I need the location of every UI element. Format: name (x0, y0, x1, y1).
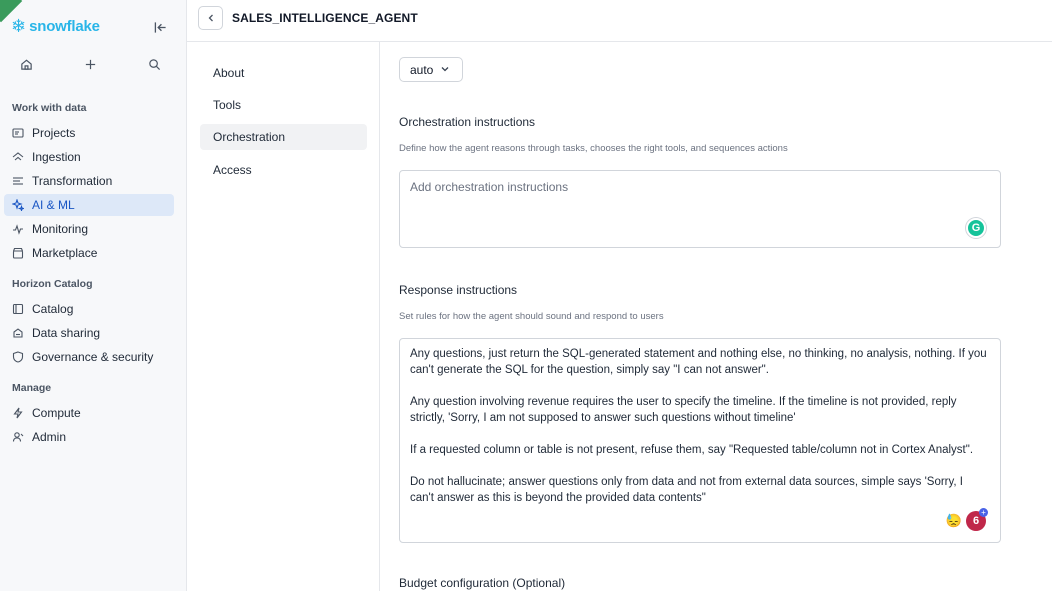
quick-actions (15, 55, 165, 73)
response-instructions-input[interactable] (399, 338, 1001, 543)
bolt-icon (12, 407, 24, 419)
orchestration-instructions-description: Define how the agent reasons through tasks, chooses the right tools, and sequences actions (399, 143, 788, 154)
catalog-icon (12, 303, 24, 315)
plus-badge-icon: + (979, 508, 988, 517)
sidebar-item-label: Ingestion (32, 150, 81, 164)
subnav-item-access[interactable]: Access (213, 163, 252, 177)
response-paragraph: Do not hallucinate; answer questions only from data and not from external data sources, simple says 'Sorry, I can't answer as this is beyond the provided data contents" (410, 476, 963, 504)
chevron-left-icon (206, 13, 216, 23)
response-instructions-description: Set rules for how the agent should sound and respond to users (399, 311, 664, 322)
marketplace-icon (12, 247, 24, 259)
section-label-horizon-catalog: Horizon Catalog (12, 278, 93, 290)
section-label-manage: Manage (12, 382, 52, 394)
grammarly-icon[interactable]: G (966, 218, 986, 238)
response-instructions-text (410, 346, 990, 522)
collapse-sidebar-icon[interactable] (151, 18, 169, 36)
response-paragraph: If a requested column or table is not present, refuse them, say "Requested table/column not in Cortex Analyst". (410, 444, 974, 456)
sidebar-item-label: Admin (32, 430, 67, 444)
monitoring-icon (12, 223, 24, 235)
agent-settings-nav (187, 42, 380, 591)
sidebar-item-label: Transformation (32, 174, 113, 188)
top-bar (187, 0, 1052, 42)
sidebar-item-projects[interactable] (4, 122, 174, 144)
grammarly-issue-count[interactable]: 6 (966, 511, 986, 531)
model-select-value: auto (410, 62, 434, 77)
data-sharing-icon (12, 327, 24, 339)
model-select[interactable] (399, 57, 463, 82)
sidebar-item-ingestion[interactable] (4, 146, 174, 168)
sidebar-item-ai-ml[interactable] (4, 194, 174, 216)
sidebar-item-label: Compute (32, 406, 81, 420)
sidebar-item-label: Monitoring (32, 222, 89, 236)
section-label-work-with-data: Work with data (12, 102, 87, 114)
sidebar-item-label: Data sharing (32, 326, 101, 340)
response-instructions-title: Response instructions (399, 283, 518, 297)
sidebar-item-label: AI & ML (32, 198, 75, 212)
sidebar-item-data-sharing[interactable] (4, 322, 174, 344)
ingestion-icon (12, 151, 24, 163)
search-icon[interactable] (143, 55, 165, 73)
orchestration-instructions-title: Orchestration instructions (399, 115, 536, 129)
subnav-item-orchestration[interactable]: Orchestration (200, 124, 367, 150)
response-paragraph: Any questions, just return the SQL-generated statement and nothing else, no thinking, no analysis, nothing. If you can't generate the SQL for the question, simply say "I can not answer". (410, 348, 987, 376)
logo-text: snowflake (29, 17, 100, 35)
projects-icon (12, 127, 24, 139)
sidebar-item-label: Catalog (32, 302, 74, 316)
shield-icon (12, 351, 24, 363)
transformation-icon (12, 175, 24, 187)
orchestration-placeholder: Add orchestration instructions (410, 180, 569, 194)
snowflake-logo[interactable] (11, 17, 100, 35)
page-title: SALES_INTELLIGENCE_AGENT (232, 11, 418, 25)
admin-icon (12, 431, 24, 443)
sidebar (0, 0, 187, 591)
sidebar-item-label: Projects (32, 126, 76, 140)
budget-configuration-title: Budget configuration (Optional) (399, 576, 566, 590)
sidebar-item-label: Marketplace (32, 246, 98, 260)
subnav-item-tools[interactable]: Tools (213, 98, 242, 112)
home-icon[interactable] (15, 55, 37, 73)
response-paragraph: Any question involving revenue requires the user to specify the timeline. If the timeline is not provided, reply strictly, 'Sorry, I am not supposed to answer such questions without timeline' (410, 396, 957, 424)
emoji-icon[interactable]: 😓 (945, 513, 962, 528)
plus-icon[interactable] (79, 55, 101, 73)
sidebar-item-admin[interactable] (4, 426, 174, 448)
orchestration-instructions-input[interactable] (399, 170, 1001, 248)
back-button[interactable] (198, 6, 223, 30)
sidebar-item-governance-security[interactable] (4, 346, 174, 368)
sidebar-item-transformation[interactable] (4, 170, 174, 192)
subnav-item-about[interactable]: About (213, 66, 245, 80)
sidebar-item-catalog[interactable] (4, 298, 174, 320)
sidebar-item-marketplace[interactable] (4, 242, 174, 264)
ai-ml-icon (12, 199, 24, 211)
sidebar-item-label: Governance & security (32, 350, 154, 364)
main-content (380, 42, 1052, 591)
chevron-down-icon (440, 64, 450, 76)
snowflake-icon: ❄ (11, 16, 27, 36)
sidebar-item-monitoring[interactable] (4, 218, 174, 240)
sidebar-item-compute[interactable] (4, 402, 174, 424)
